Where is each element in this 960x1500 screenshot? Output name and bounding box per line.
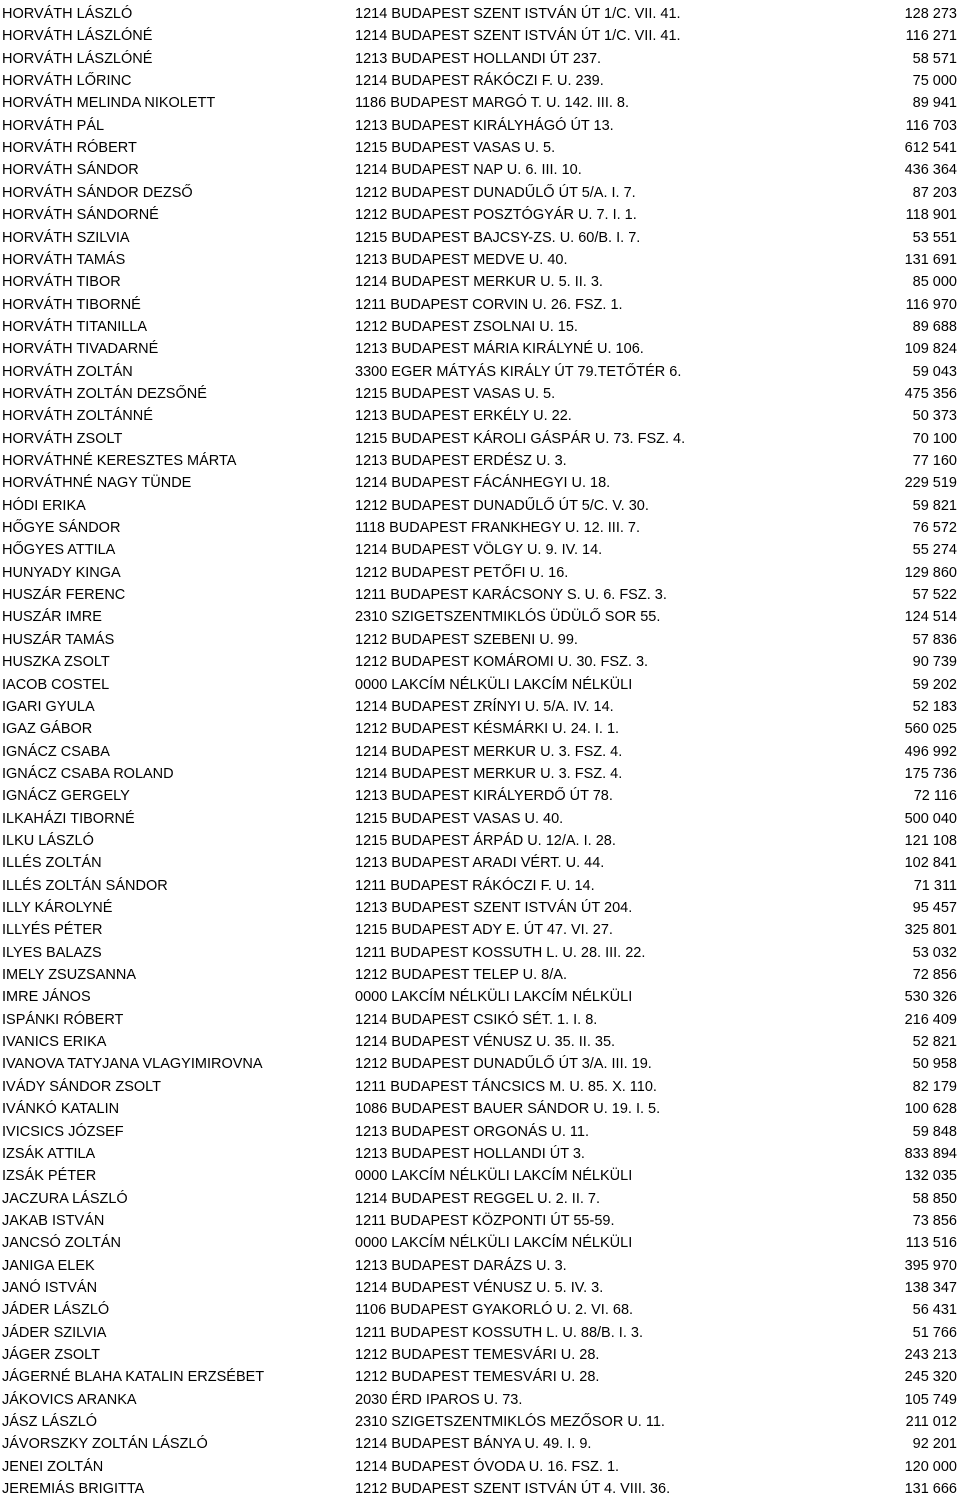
table-row: [0, 1188, 960, 1210]
person-address: 1214 BUDAPEST NAP U. 6. III. 10.: [355, 162, 582, 179]
person-address: 1213 BUDAPEST KIRÁLYERDŐ ÚT 78.: [355, 788, 613, 805]
table-row: [0, 852, 960, 874]
person-name: IMELY ZSUZSANNA: [2, 967, 137, 984]
person-address: 1186 BUDAPEST MARGÓ T. U. 142. III. 8.: [355, 95, 629, 112]
table-row: [0, 1433, 960, 1455]
person-name: HUSZKA ZSOLT: [2, 654, 110, 671]
amount-value: 109 824: [904, 341, 957, 358]
person-address: 1212 BUDAPEST ZSOLNAI U. 15.: [355, 318, 578, 335]
amount-value: 116 271: [905, 28, 957, 45]
person-name: HORVÁTH PÁL: [2, 117, 105, 134]
person-address: 1214 BUDAPEST SZENT ISTVÁN ÚT 1/C. VII. 41.: [355, 28, 681, 45]
person-name: ILLY KÁROLYNÉ: [2, 900, 113, 916]
person-address: 1212 BUDAPEST TELEP U. 8/A.: [355, 967, 567, 984]
person-address: 1211 BUDAPEST KÖZPONTI ÚT 55-59.: [355, 1212, 615, 1229]
amount-value: 116 703: [905, 117, 957, 134]
person-name: ILLÉS ZOLTÁN SÁNDOR: [2, 877, 168, 894]
amount-value: 129 860: [904, 564, 957, 581]
person-address: 1212 BUDAPEST SZEBENI U. 99.: [355, 631, 578, 648]
person-name: HORVÁTH ZOLTÁN: [2, 363, 133, 380]
table-row: [0, 361, 960, 383]
person-address: 0000 LAKCÍM NÉLKÜLI LAKCÍM NÉLKÜLI: [355, 1168, 633, 1185]
table-row: [0, 383, 960, 405]
person-address: 1211 BUDAPEST TÁNCSICS M. U. 85. X. 110.: [355, 1078, 657, 1095]
amount-value: 116 970: [905, 296, 957, 313]
person-name: JÁKOVICS ARANKA: [2, 1391, 137, 1408]
table-row: [0, 562, 960, 584]
amount-value: 58 571: [912, 50, 957, 67]
table-row: [0, 316, 960, 338]
amount-value: 120 000: [904, 1458, 957, 1475]
amount-value: 55 274: [912, 542, 957, 559]
person-name: HÓDI ERIKA: [2, 497, 86, 514]
person-name: HORVÁTHNÉ NAGY TÜNDE: [2, 475, 192, 492]
person-address: 1214 BUDAPEST MERKUR U. 3. FSZ. 4.: [355, 765, 623, 782]
person-address: 2310 SZIGETSZENTMIKLÓS MEZŐSOR U. 11.: [355, 1414, 665, 1431]
person-name: JEREMIÁS BRIGITTA: [2, 1481, 145, 1498]
person-name: JÁVORSZKY ZOLTÁN LÁSZLÓ: [2, 1436, 208, 1453]
table-row: [0, 450, 960, 472]
table-row: [0, 1299, 960, 1321]
table-row: [0, 808, 960, 830]
person-name: IZSÁK PÉTER: [2, 1168, 97, 1185]
amount-value: 87 203: [912, 184, 957, 201]
amount-value: 58 850: [912, 1190, 957, 1207]
person-address: 1214 BUDAPEST SZENT ISTVÁN ÚT 1/C. VII. 41.: [355, 6, 681, 22]
table-row: [0, 1031, 960, 1053]
table-row: [0, 25, 960, 47]
person-name: JANIGA ELEK: [2, 1257, 95, 1274]
person-address: 1214 BUDAPEST VÉNUSZ U. 35. II. 35.: [355, 1034, 616, 1051]
table-row: [0, 115, 960, 137]
table-row: [0, 70, 960, 92]
person-address: 1212 BUDAPEST DUNADŰLŐ ÚT 5/A. I. 7.: [355, 184, 636, 201]
person-address: 1086 BUDAPEST BAUER SÁNDOR U. 19. I. 5.: [355, 1101, 661, 1118]
amount-value: 72 116: [913, 788, 957, 805]
table-row: [0, 1389, 960, 1411]
table-row: [0, 204, 960, 226]
amount-value: 52 821: [912, 1034, 957, 1051]
person-address: 1214 BUDAPEST CSIKÓ SÉT. 1. I. 8.: [355, 1011, 598, 1028]
person-name: JENEI ZOLTÁN: [2, 1458, 104, 1475]
amount-value: 132 035: [904, 1168, 957, 1185]
person-address: 1215 BUDAPEST VASAS U. 40.: [355, 810, 564, 827]
table-row: [0, 227, 960, 249]
table-row: [0, 696, 960, 718]
person-name: ILKU LÁSZLÓ: [2, 832, 94, 849]
table-row: [0, 1366, 960, 1388]
table-row: [0, 294, 960, 316]
person-address: 1215 BUDAPEST ADY E. ÚT 47. VI. 27.: [355, 922, 613, 939]
person-address: 1212 BUDAPEST PETŐFI U. 16.: [355, 564, 569, 581]
person-name: JÁSZ LÁSZLÓ: [2, 1414, 98, 1431]
person-name: JACZURA LÁSZLÓ: [2, 1190, 128, 1207]
person-name: IVANICS ERIKA: [2, 1034, 107, 1051]
person-address: 1212 BUDAPEST DUNADŰLŐ ÚT 3/A. III. 19.: [355, 1056, 652, 1073]
person-address: 1213 BUDAPEST HOLLANDI ÚT 237.: [355, 50, 602, 67]
table-row: [0, 137, 960, 159]
table-row: [0, 182, 960, 204]
person-name: IGARI GYULA: [2, 698, 95, 715]
amount-value: 131 691: [904, 251, 957, 268]
table-row: [0, 964, 960, 986]
amount-value: 211 012: [905, 1414, 957, 1431]
person-address: 0000 LAKCÍM NÉLKÜLI LAKCÍM NÉLKÜLI: [355, 1235, 633, 1252]
amount-value: 71 311: [913, 877, 957, 894]
table-row: [0, 338, 960, 360]
person-name: HORVÁTH TAMÁS: [2, 251, 126, 268]
amount-value: 50 373: [912, 408, 957, 425]
person-address: 1215 BUDAPEST KÁROLI GÁSPÁR U. 73. FSZ. 4.: [355, 430, 686, 447]
person-address: 1213 BUDAPEST KIRÁLYHÁGÓ ÚT 13.: [355, 117, 614, 134]
amount-value: 102 841: [904, 855, 957, 872]
person-name: HORVÁTH SZILVIA: [2, 229, 130, 246]
table-row: [0, 472, 960, 494]
table-row: [0, 584, 960, 606]
amount-value: 325 801: [904, 922, 957, 939]
table-row: [0, 763, 960, 785]
table-row: [0, 1098, 960, 1120]
amount-value: 77 160: [912, 453, 957, 469]
person-address: 2030 ÉRD IPAROS U. 73.: [355, 1391, 523, 1408]
person-name: HORVÁTH TIVADARNÉ: [2, 341, 159, 358]
person-address: 1214 BUDAPEST MERKUR U. 5. II. 3.: [355, 274, 603, 291]
table-row: [0, 539, 960, 561]
person-name: HORVÁTH TIBORNÉ: [2, 296, 141, 313]
table-row: [0, 606, 960, 628]
person-name: HUSZÁR FERENC: [2, 587, 126, 604]
amount-value: 51 766: [912, 1324, 957, 1341]
table-row: [0, 785, 960, 807]
table-row: [0, 1210, 960, 1232]
person-address: 1211 BUDAPEST CORVIN U. 26. FSZ. 1.: [355, 296, 623, 313]
amount-value: 496 992: [904, 743, 957, 760]
person-name: IVÁDY SÁNDOR ZSOLT: [2, 1078, 161, 1095]
table-row: [0, 1121, 960, 1143]
person-name: HORVÁTH MELINDA NIKOLETT: [2, 95, 216, 112]
amount-value: 59 848: [912, 1123, 957, 1140]
person-name: HUNYADY KINGA: [2, 564, 121, 581]
table-row: [0, 1009, 960, 1031]
person-address: 1212 BUDAPEST KOMÁROMI U. 30. FSZ. 3.: [355, 654, 649, 671]
person-name: HORVÁTH LŐRINC: [2, 73, 132, 90]
person-address: 1212 BUDAPEST KÉSMÁRKI U. 24. I. 1.: [355, 721, 620, 738]
amount-value: 53 551: [912, 229, 957, 246]
amount-value: 50 958: [912, 1056, 957, 1073]
person-name: HORVÁTH ZSOLT: [2, 430, 123, 447]
person-name: IACOB COSTEL: [2, 676, 110, 693]
person-name: IMRE JÁNOS: [2, 989, 91, 1006]
person-name: HORVÁTH TITANILLA: [2, 318, 148, 335]
amount-value: 73 856: [912, 1212, 957, 1229]
person-name: HUSZÁR IMRE: [2, 609, 102, 626]
amount-value: 175 736: [904, 765, 957, 782]
table-row: [0, 1255, 960, 1277]
amount-value: 57 836: [912, 631, 957, 648]
person-name: JANÓ ISTVÁN: [2, 1279, 98, 1296]
amount-value: 52 183: [912, 698, 957, 715]
person-name: ISPÁNKI RÓBERT: [2, 1011, 124, 1028]
person-address: 1211 BUDAPEST KOSSUTH L. U. 88/B. I. 3.: [355, 1324, 643, 1341]
person-name: IGAZ GÁBOR: [2, 721, 93, 738]
table-row: [0, 674, 960, 696]
person-name: HORVÁTH LÁSZLÓ: [2, 6, 133, 22]
table-row: [0, 1232, 960, 1254]
person-address: 1106 BUDAPEST GYAKORLÓ U. 2. VI. 68.: [355, 1302, 634, 1319]
person-name: HORVÁTH LÁSZLÓNÉ: [2, 50, 153, 67]
amount-value: 113 516: [905, 1235, 957, 1252]
table-row: [0, 1165, 960, 1187]
person-name: JÁDER SZILVIA: [2, 1324, 107, 1341]
amount-value: 59 043: [912, 363, 957, 380]
person-name: IVÁNKÓ KATALIN: [2, 1101, 120, 1118]
person-address: 1213 BUDAPEST ERDÉSZ U. 3.: [355, 453, 567, 469]
amount-value: 100 628: [904, 1101, 957, 1118]
table-row: [0, 897, 960, 919]
amount-value: 436 364: [904, 162, 957, 179]
person-address: 1211 BUDAPEST KOSSUTH L. U. 28. III. 22.: [355, 944, 646, 961]
amount-value: 138 347: [904, 1279, 957, 1296]
amount-value: 105 749: [904, 1391, 957, 1408]
person-name: HORVÁTH SÁNDOR: [2, 162, 139, 179]
amount-value: 395 970: [904, 1257, 957, 1274]
amount-value: 92 201: [912, 1436, 957, 1453]
table-row: [0, 159, 960, 181]
person-address: 1213 BUDAPEST HOLLANDI ÚT 3.: [355, 1145, 585, 1162]
person-name: HORVÁTH SÁNDORNÉ: [2, 207, 159, 224]
person-name: JÁDER LÁSZLÓ: [2, 1302, 110, 1319]
table-row: [0, 629, 960, 651]
amount-value: 131 666: [904, 1481, 957, 1498]
person-address: 1118 BUDAPEST FRANKHEGY U. 12. III. 7.: [355, 520, 641, 537]
person-address: 1213 BUDAPEST ERKÉLY U. 22.: [355, 408, 572, 425]
table-row: [0, 1076, 960, 1098]
amount-value: 85 000: [912, 274, 957, 291]
table-row: [0, 1053, 960, 1075]
person-name: JAKAB ISTVÁN: [2, 1212, 105, 1229]
table-row: [0, 249, 960, 271]
person-name: IZSÁK ATTILA: [2, 1145, 96, 1162]
table-row: [0, 986, 960, 1008]
table-row: [0, 942, 960, 964]
amount-value: 89 941: [912, 95, 957, 112]
person-name: ILLÉS ZOLTÁN: [2, 855, 102, 872]
person-name: JÁGER ZSOLT: [2, 1347, 101, 1363]
amount-value: 56 431: [912, 1302, 957, 1319]
table-row: [0, 495, 960, 517]
person-name: ILYES BALAZS: [2, 944, 102, 961]
person-address: 1215 BUDAPEST VASAS U. 5.: [355, 140, 556, 157]
person-name: ILLYÉS PÉTER: [2, 922, 103, 939]
person-name: ILKAHÁZI TIBORNÉ: [2, 810, 135, 827]
person-address: 1212 BUDAPEST POSZTÓGYÁR U. 7. I. 1.: [355, 207, 637, 224]
person-address: 1213 BUDAPEST ORGONÁS U. 11.: [355, 1123, 589, 1140]
person-name: HORVÁTH RÓBERT: [2, 140, 137, 157]
table-row: [0, 741, 960, 763]
amount-value: 128 273: [904, 6, 957, 22]
person-name: HUSZÁR TAMÁS: [2, 631, 115, 648]
person-address: 1213 BUDAPEST MÁRIA KIRÁLYNÉ U. 106.: [355, 341, 644, 358]
person-name: HORVÁTH ZOLTÁNNÉ: [2, 408, 153, 425]
amount-value: 245 320: [904, 1369, 957, 1386]
person-name: IGNÁCZ CSABA: [2, 743, 110, 760]
person-name: IVICSICS JÓZSEF: [2, 1123, 124, 1140]
amount-value: 53 032: [912, 944, 957, 961]
person-address: 1214 BUDAPEST ÓVODA U. 16. FSZ. 1.: [355, 1458, 620, 1475]
table-row: [0, 919, 960, 941]
table-row: [0, 92, 960, 114]
person-address: 3300 EGER MÁTYÁS KIRÁLY ÚT 79.TETŐTÉR 6.: [355, 363, 682, 380]
amount-value: 95 457: [912, 900, 957, 916]
person-address: 1213 BUDAPEST SZENT ISTVÁN ÚT 204.: [355, 900, 633, 916]
person-address: 1214 BUDAPEST RÁKÓCZI F. U. 239.: [355, 73, 604, 90]
person-address: 1214 BUDAPEST VÉNUSZ U. 5. IV. 3.: [355, 1279, 604, 1296]
table-row: [0, 1143, 960, 1165]
person-name: HORVÁTH LÁSZLÓNÉ: [2, 28, 153, 45]
amount-value: 82 179: [912, 1078, 957, 1095]
table-row: [0, 3, 960, 25]
person-address: 1212 BUDAPEST SZENT ISTVÁN ÚT 4. VIII. 36.: [355, 1481, 671, 1498]
person-name: IGNÁCZ CSABA ROLAND: [2, 765, 174, 782]
person-name: HORVÁTHNÉ KERESZTES MÁRTA: [2, 453, 237, 469]
amount-value: 833 894: [904, 1145, 957, 1162]
person-name: IGNÁCZ GERGELY: [2, 788, 130, 805]
amount-value: 475 356: [904, 385, 957, 402]
table-row: [0, 875, 960, 897]
amount-value: 612 541: [904, 140, 957, 157]
table-row: [0, 48, 960, 70]
person-address: 1214 BUDAPEST REGGEL U. 2. II. 7.: [355, 1190, 600, 1207]
table-row: [0, 1344, 960, 1366]
person-address: 1211 BUDAPEST RÁKÓCZI F. U. 14.: [355, 877, 595, 894]
person-address: 1215 BUDAPEST VASAS U. 5.: [355, 385, 556, 402]
person-name: JÁGERNÉ BLAHA KATALIN ERZSÉBET: [2, 1369, 265, 1386]
table-row: [0, 1478, 960, 1500]
person-address: 1214 BUDAPEST ZRÍNYI U. 5/A. IV. 14.: [355, 698, 614, 715]
person-address: 1211 BUDAPEST KARÁCSONY S. U. 6. FSZ. 3.: [355, 587, 667, 604]
person-address: 1214 BUDAPEST MERKUR U. 3. FSZ. 4.: [355, 743, 623, 760]
person-address: 1215 BUDAPEST ÁRPÁD U. 12/A. I. 28.: [355, 832, 616, 849]
person-name: JANCSÓ ZOLTÁN: [2, 1235, 121, 1252]
amount-value: 76 572: [912, 520, 957, 537]
amount-value: 216 409: [904, 1011, 957, 1028]
person-address: 1214 BUDAPEST VÖLGY U. 9. IV. 14.: [355, 542, 603, 559]
person-address: 0000 LAKCÍM NÉLKÜLI LAKCÍM NÉLKÜLI: [355, 676, 633, 693]
person-name: IVANOVA TATYJANA VLAGYIMIROVNA: [2, 1056, 263, 1073]
table-row: [0, 1277, 960, 1299]
amount-value: 118 901: [905, 207, 957, 224]
amount-value: 124 514: [904, 609, 957, 626]
amount-value: 229 519: [904, 475, 957, 492]
table-row: [0, 517, 960, 539]
person-name: HORVÁTH ZOLTÁN DEZSŐNÉ: [2, 385, 207, 402]
person-address: 1214 BUDAPEST FÁCÁNHEGYI U. 18.: [355, 475, 611, 492]
table-row: [0, 1456, 960, 1478]
amount-value: 530 326: [904, 989, 957, 1006]
person-address: 1213 BUDAPEST ARADI VÉRT. U. 44.: [355, 855, 605, 872]
table-row: [0, 830, 960, 852]
person-name: HORVÁTH SÁNDOR DEZSŐ: [2, 184, 193, 201]
amount-value: 72 856: [912, 967, 957, 984]
person-address: 1212 BUDAPEST TEMESVÁRI U. 28.: [355, 1369, 600, 1386]
amount-value: 59 821: [912, 497, 957, 514]
person-address: 1213 BUDAPEST DARÁZS U. 3.: [355, 1257, 567, 1274]
table-row: [0, 1322, 960, 1344]
table-row: [0, 405, 960, 427]
person-name: HŐGYES ATTILA: [2, 542, 116, 559]
table-row: [0, 428, 960, 450]
person-address: 1212 BUDAPEST DUNADŰLŐ ÚT 5/C. V. 30.: [355, 497, 649, 514]
amount-value: 243 213: [904, 1347, 957, 1363]
amount-value: 57 522: [912, 587, 957, 604]
amount-value: 70 100: [912, 430, 957, 447]
person-name: HORVÁTH TIBOR: [2, 274, 121, 291]
amount-value: 89 688: [912, 318, 957, 335]
person-address: 1214 BUDAPEST BÁNYA U. 49. I. 9.: [355, 1436, 592, 1453]
amount-value: 59 202: [912, 676, 957, 693]
table-row: [0, 718, 960, 740]
amount-value: 75 000: [912, 73, 957, 90]
person-address: 1212 BUDAPEST TEMESVÁRI U. 28.: [355, 1347, 600, 1363]
person-address: 0000 LAKCÍM NÉLKÜLI LAKCÍM NÉLKÜLI: [355, 989, 633, 1006]
person-address: 1215 BUDAPEST BAJCSY-ZS. U. 60/B. I. 7.: [355, 229, 641, 246]
person-name: HŐGYE SÁNDOR: [2, 520, 121, 537]
person-address: 1213 BUDAPEST MEDVE U. 40.: [355, 251, 568, 268]
table-row: [0, 271, 960, 293]
table-row: [0, 1411, 960, 1433]
person-address: 2310 SZIGETSZENTMIKLÓS ÜDÜLŐ SOR 55.: [355, 609, 661, 626]
amount-value: 560 025: [904, 721, 957, 738]
amount-value: 121 108: [904, 832, 957, 849]
amount-value: 90 739: [912, 654, 957, 671]
amount-value: 500 040: [904, 810, 957, 827]
table-row: [0, 651, 960, 673]
